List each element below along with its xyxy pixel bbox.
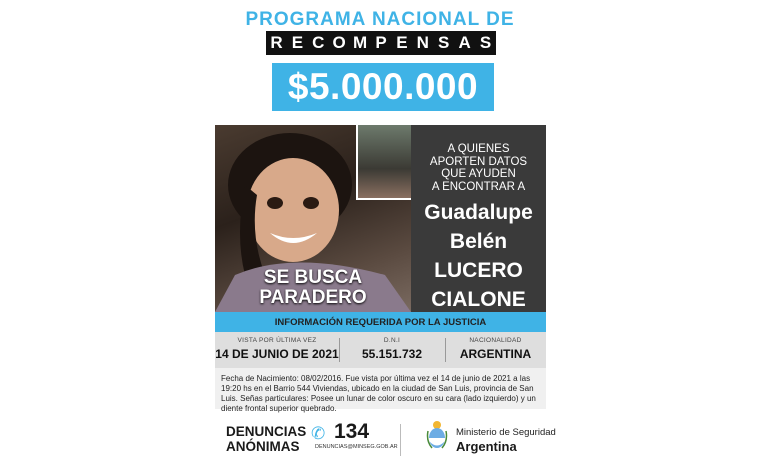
secondary-photo: [356, 125, 414, 200]
fact-nationality: [445, 332, 546, 368]
recompensas-letter: S: [433, 31, 454, 55]
anonymous-reports-line: DENUNCIAS: [226, 424, 307, 439]
phone-icon: ✆: [311, 424, 326, 443]
coat-of-arms-icon: [426, 419, 448, 451]
fact-last-seen: [215, 332, 339, 368]
reports-email[interactable]: DENUNCIAS@MINSEG.GOB.AR: [315, 444, 398, 450]
recompensas-letter: S: [475, 31, 496, 55]
name-line: LUCERO: [434, 259, 523, 282]
reward-text-line: APORTEN DATOS: [429, 155, 528, 168]
reward-text-line: A QUIENES: [447, 143, 510, 155]
footer-divider: [400, 424, 401, 456]
recompensas-letter: C: [308, 31, 329, 55]
recompensas-letter: M: [350, 31, 371, 55]
fact-label: D.N.I: [383, 337, 401, 344]
reward-text-line: A ENCONTRAR A: [431, 180, 526, 193]
search-caption-line: SE BUSCA: [263, 267, 363, 288]
name-line: Belén: [449, 230, 508, 253]
fact-dni: [339, 332, 445, 368]
ministry-country: Argentina: [456, 439, 517, 454]
hotline-number[interactable]: 134: [334, 420, 370, 443]
fact-value: 14 DE JUNIO DE 2021: [215, 347, 339, 361]
reward-text: [411, 143, 546, 193]
description-text: Fecha de Nacimiento: 08/02/2016. Fue vista por última vez el 14 de junio de 2021 a las 19:20 hs en el Barrio 544 Viviendas, ubicado en la ciudad de San Luis, provincia de San Luis. Señas particulares: Posee un lunar de color oscuro en su cara (lado izquierdo) y un diente frontal superior quebrado.: [215, 368, 546, 409]
reward-text-line: QUE AYUDEN: [441, 168, 516, 180]
search-caption-line: PARADERO: [259, 287, 367, 308]
recompensas-banner: [266, 31, 496, 55]
info-required-band: INFORMACIÓN REQUERIDA POR LA JUSTICIA: [215, 312, 546, 332]
name-line: CIALONE: [431, 288, 526, 311]
fact-label: VISTA POR ÚLTIMA VEZ: [237, 337, 317, 344]
search-caption: [215, 268, 411, 308]
reward-amount: $5.000.000: [272, 63, 494, 111]
fact-value: 55.151.732: [361, 347, 423, 361]
missing-person-name: [411, 198, 546, 314]
ministry-name: Ministerio de Seguridad: [456, 427, 556, 438]
recompensas-letter: P: [371, 31, 392, 55]
recompensas-letter: N: [412, 31, 433, 55]
recompensas-letter: O: [329, 31, 350, 55]
fact-value: ARGENTINA: [459, 347, 532, 361]
recompensas-letter: E: [391, 31, 412, 55]
fact-label: NACIONALIDAD: [469, 337, 522, 344]
recompensas-letter: E: [287, 31, 308, 55]
anonymous-reports-label: [226, 424, 306, 454]
name-line: Guadalupe: [424, 201, 533, 224]
recompensas-letter: A: [454, 31, 475, 55]
anonymous-reports-line: ANÓNIMAS: [226, 439, 300, 454]
program-title: PROGRAMA NACIONAL DE: [245, 9, 515, 30]
recompensas-letter: R: [266, 31, 287, 55]
